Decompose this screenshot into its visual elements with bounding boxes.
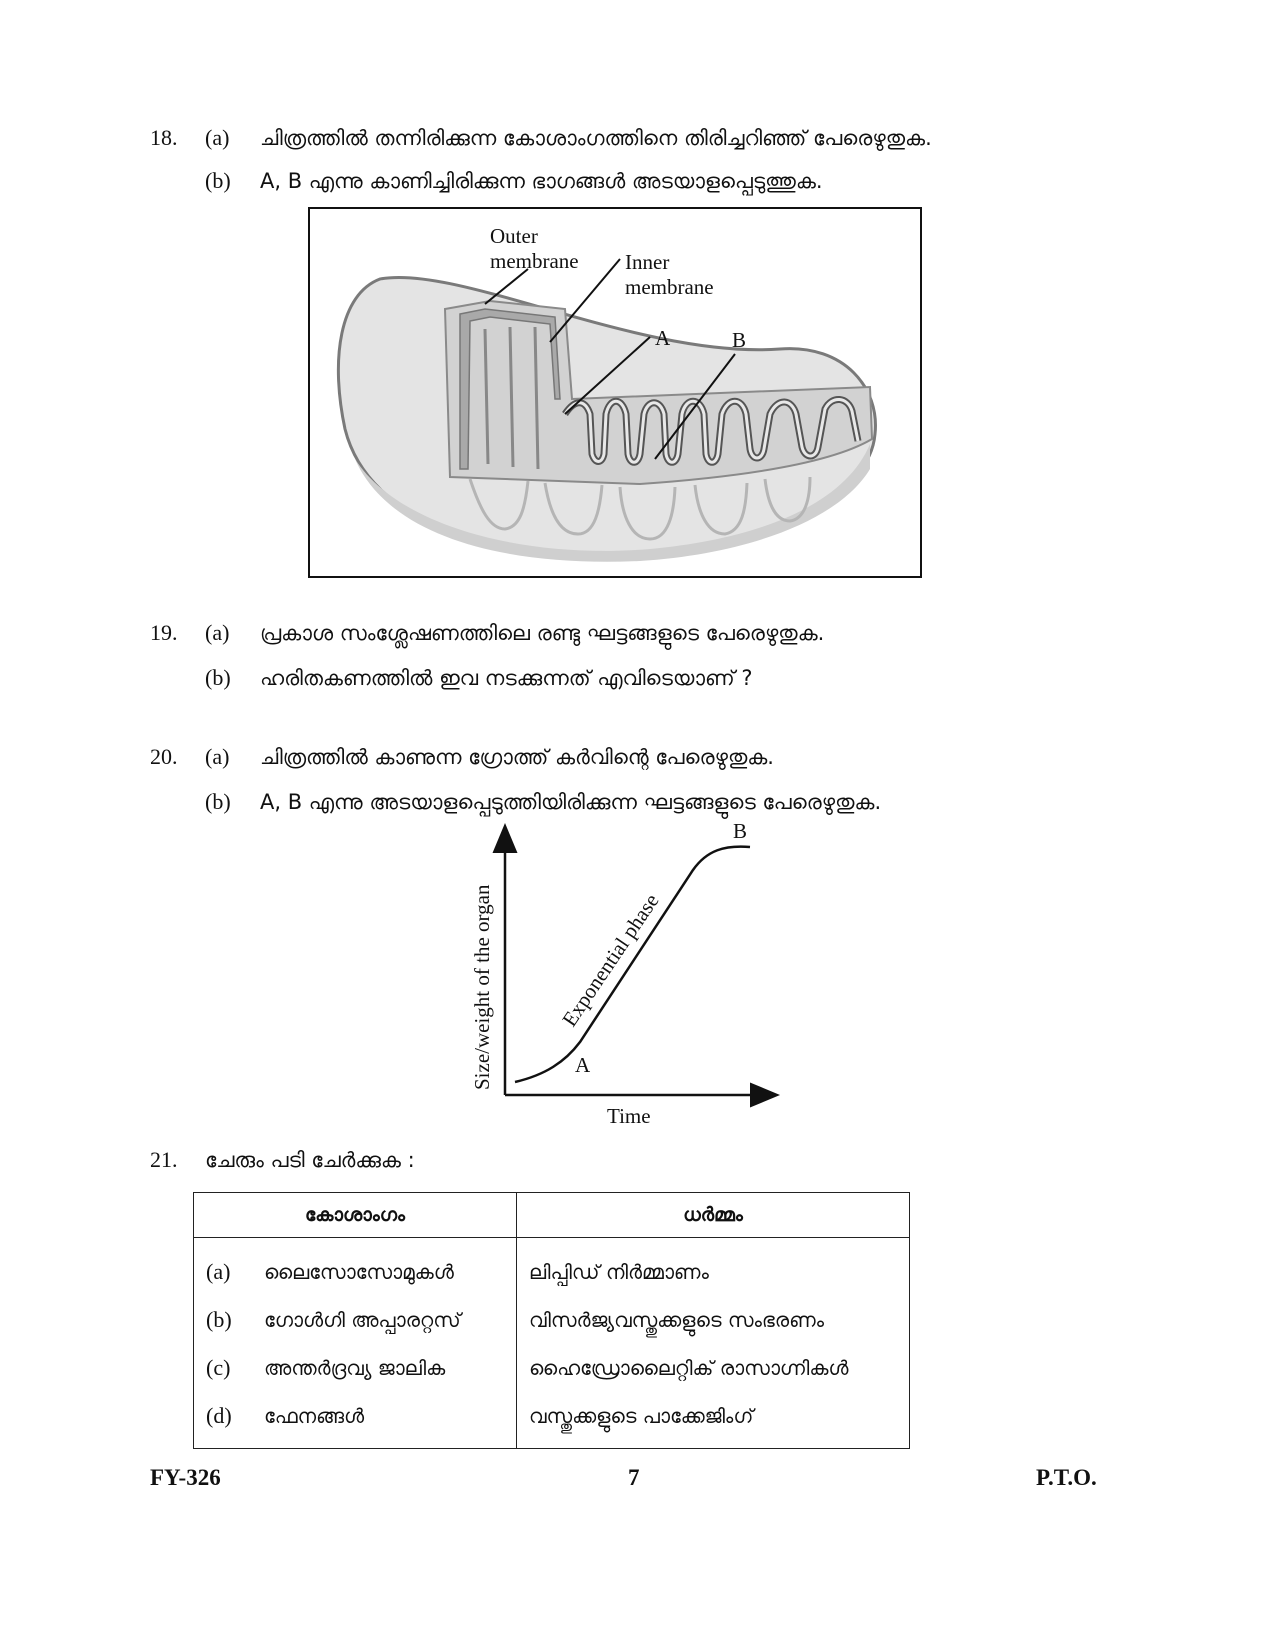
organelle-name: ഫേനങ്ങൾ bbox=[264, 1404, 365, 1428]
mitochondrion-diagram bbox=[308, 207, 922, 578]
q18-part-b-tag: (b) bbox=[205, 168, 231, 193]
table-row bbox=[194, 1248, 516, 1296]
label-outer-membrane-line1: Outer bbox=[490, 224, 538, 248]
row-tag: (b) bbox=[206, 1307, 232, 1332]
mitochondrion-illustration bbox=[310, 209, 920, 576]
function-column bbox=[517, 1238, 910, 1449]
question-18-number: 18. bbox=[150, 125, 178, 150]
match-table bbox=[193, 1192, 910, 1449]
q19-part-b-text: ഹരിതകണത്തിൽ ഇവ നടക്കുന്നത് എവിടെയാണ് ? bbox=[260, 666, 753, 690]
growth-curve-graph bbox=[455, 820, 795, 1140]
q18-part-b-text: A, B എന്നു കാണിച്ചിരിക്കുന്ന ഭാഗങ്ങൾ അടയാളപ്പെടുത്തുക. bbox=[260, 169, 823, 193]
header-organelle: കോശാംഗം bbox=[194, 1193, 517, 1238]
table-row bbox=[194, 1392, 516, 1440]
label-a: A bbox=[655, 326, 671, 350]
q18-part-a-text: ചിത്രത്തിൽ തന്നിരിക്കുന്ന കോശാംഗത്തിനെ തിരിച്ചറിഞ്ഞ് പേരെഴുതുക. bbox=[260, 126, 932, 150]
organelle-column bbox=[194, 1238, 517, 1449]
header-function: ധർമ്മം bbox=[517, 1193, 910, 1238]
footer-page-number: 7 bbox=[628, 1465, 640, 1490]
table-row bbox=[517, 1248, 909, 1296]
footer-paper-code: FY-326 bbox=[150, 1465, 221, 1490]
question-20-number: 20. bbox=[150, 744, 178, 769]
question-19-number: 19. bbox=[150, 620, 178, 645]
q21-instruction: ചേരും പടി ചേർക്കുക : bbox=[205, 1148, 415, 1172]
label-outer-membrane-line2: membrane bbox=[490, 249, 579, 273]
q19-part-a-tag: (a) bbox=[205, 620, 230, 645]
q20-part-b-text: A, B എന്നു അടയാളപ്പെടുത്തിയിരിക്കുന്ന ഘട്ടങ്ങളുടെ പേരെഴുതുക. bbox=[260, 790, 882, 814]
curve-label-exponential: Exponential phase bbox=[557, 889, 664, 1031]
y-axis-label: Size/weight of the organ bbox=[470, 884, 494, 1090]
function-text: ലിപ്പിഡ് നിർമ്മാണം bbox=[529, 1260, 709, 1284]
function-text: വിസർജ്യവസ്തുക്കളുടെ സംഭരണം bbox=[529, 1308, 824, 1332]
label-inner-membrane-line1: Inner bbox=[625, 250, 670, 274]
table-row bbox=[194, 1344, 516, 1392]
question-21-number: 21. bbox=[150, 1147, 178, 1172]
table-row bbox=[517, 1392, 909, 1440]
function-text: വസ്തുക്കളുടെ പാക്കേജിംഗ് bbox=[529, 1404, 754, 1428]
q18-part-a-tag: (a) bbox=[205, 125, 230, 150]
label-b: B bbox=[732, 328, 747, 352]
organelle-name: ലൈസോസോമുകൾ bbox=[264, 1260, 454, 1284]
q20-part-b-tag: (b) bbox=[205, 789, 231, 814]
footer-pto: P.T.O. bbox=[1036, 1465, 1097, 1490]
x-axis-label: Time bbox=[607, 1104, 651, 1128]
sigmoid-curve bbox=[515, 847, 750, 1082]
table-row bbox=[194, 1296, 516, 1344]
row-tag: (c) bbox=[206, 1355, 231, 1380]
q19-part-b-tag: (b) bbox=[205, 665, 231, 690]
function-text: ഹൈഡ്രോലൈറ്റിക് രാസാഗ്നികൾ bbox=[529, 1356, 849, 1380]
point-a-label: A bbox=[575, 1053, 591, 1077]
table-row bbox=[517, 1296, 909, 1344]
q20-part-a-tag: (a) bbox=[205, 744, 230, 769]
organelle-name: ഗോൾഗി അപ്പാരറ്റസ് bbox=[264, 1308, 461, 1332]
organelle-name: അന്തർദ്രവ്യ ജാലിക bbox=[264, 1356, 446, 1380]
q19-part-a-text: പ്രകാശ സംശ്ലേഷണത്തിലെ രണ്ടു ഘട്ടങ്ങളുടെ പേരെഴുതുക. bbox=[260, 621, 825, 645]
row-tag: (a) bbox=[206, 1259, 231, 1284]
label-inner-membrane-line2: membrane bbox=[625, 275, 714, 299]
table-row bbox=[517, 1344, 909, 1392]
row-tag: (d) bbox=[206, 1403, 232, 1428]
q20-part-a-text: ചിത്രത്തിൽ കാണുന്ന ഗ്രോത്ത് കർവിന്റെ പേരെഴുതുക. bbox=[260, 745, 774, 769]
point-b-label: B bbox=[733, 820, 748, 843]
